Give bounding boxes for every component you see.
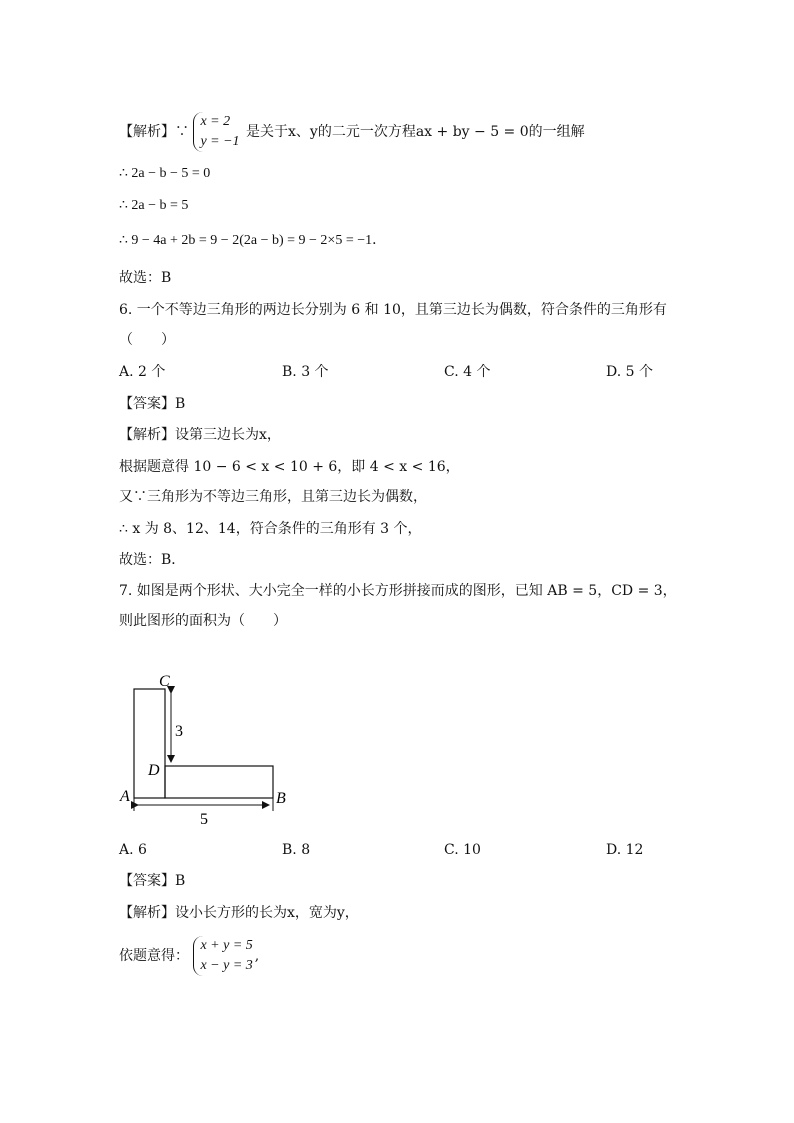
q7-option-c: C. 10: [444, 842, 481, 858]
sol5-line: [119, 112, 585, 152]
q7-sys-tail: ,: [254, 948, 260, 964]
q7-analysis1: 【解析】设小长方形的长为x，宽为y，: [119, 905, 359, 921]
rect-vertical: [134, 689, 165, 798]
label-a: A: [120, 788, 130, 805]
q7-option-a: A. 6: [119, 842, 147, 858]
q7-options: [119, 840, 679, 860]
q7-analysis2-line: [119, 936, 259, 976]
rect-horizontal: [165, 766, 273, 798]
sol5-choose: 故选：B: [119, 270, 172, 286]
sol5-step2: ∴ 2a − b = 5: [119, 198, 189, 213]
sol5-step1: ∴ 2a − b − 5 = 0: [119, 166, 211, 181]
q7-sys-eq1: x + y = 5: [200, 938, 253, 953]
q7-sys-eq2: x − y = 3: [200, 958, 253, 973]
q6-analysis4: ∴ x 为 8、12、14，符合条件的三角形有 3 个，: [119, 521, 422, 537]
q6-analysis1: 【解析】设第三边长为x，: [119, 427, 281, 443]
q7-question: 7. 如图是两个形状、大小完全一样的小长方形拼接而成的图形，已知 AB = 5，CD = 3，: [119, 583, 677, 599]
q7-equation-system: [193, 936, 252, 976]
q6-answer: 【答案】B: [119, 396, 186, 412]
q6-question: 6. 一个不等边三角形的两边长分别为 6 和 10，且第三边长为偶数，符合条件的三角形有: [119, 302, 667, 318]
sol5-step3: ∴ 9 − 4a + 2b = 9 − 2(2a − b) = 9 − 2×5 = −1．: [119, 233, 387, 248]
q7-analysis2-prefix: 依题意得：: [119, 948, 189, 964]
sol5-sys-eq1: x = 2: [200, 114, 231, 129]
label-5: 5: [200, 811, 208, 828]
q7-answer: 【答案】B: [119, 873, 186, 889]
label-d: D: [148, 762, 160, 779]
q7-figure: [110, 665, 310, 835]
q6-option-d: D. 5 个: [606, 364, 653, 380]
q6-option-a: A. 2 个: [119, 364, 166, 380]
q6-choose: 故选：B．: [119, 552, 186, 568]
q7-option-b: B. 8: [282, 842, 311, 858]
sol5-equation-system: [193, 112, 239, 152]
q6-option-c: C. 4 个: [444, 364, 491, 380]
q6-paren: （ ）: [119, 332, 175, 348]
label-3: 3: [175, 723, 183, 740]
label-b: B: [276, 790, 286, 807]
q7-option-d: D. 12: [606, 842, 644, 858]
sol5-text: 是关于x、y的二元一次方程ax + by − 5 = 0的一组解: [246, 124, 585, 140]
q6-options: [119, 362, 679, 382]
q6-option-b: B. 3 个: [282, 364, 329, 380]
q6-analysis3: 又∵三角形为不等边三角形，且第三边长为偶数，: [119, 489, 427, 505]
q7-question2: 则此图形的面积为（ ）: [119, 613, 287, 629]
sol5-sys-eq2: y = −1: [200, 134, 240, 149]
label-c: C: [159, 673, 170, 690]
q6-analysis2: 根据题意得 10 − 6 < x < 10 + 6，即 4 < x < 16，: [119, 459, 460, 475]
sol5-prefix: 【解析】∵: [119, 124, 189, 140]
